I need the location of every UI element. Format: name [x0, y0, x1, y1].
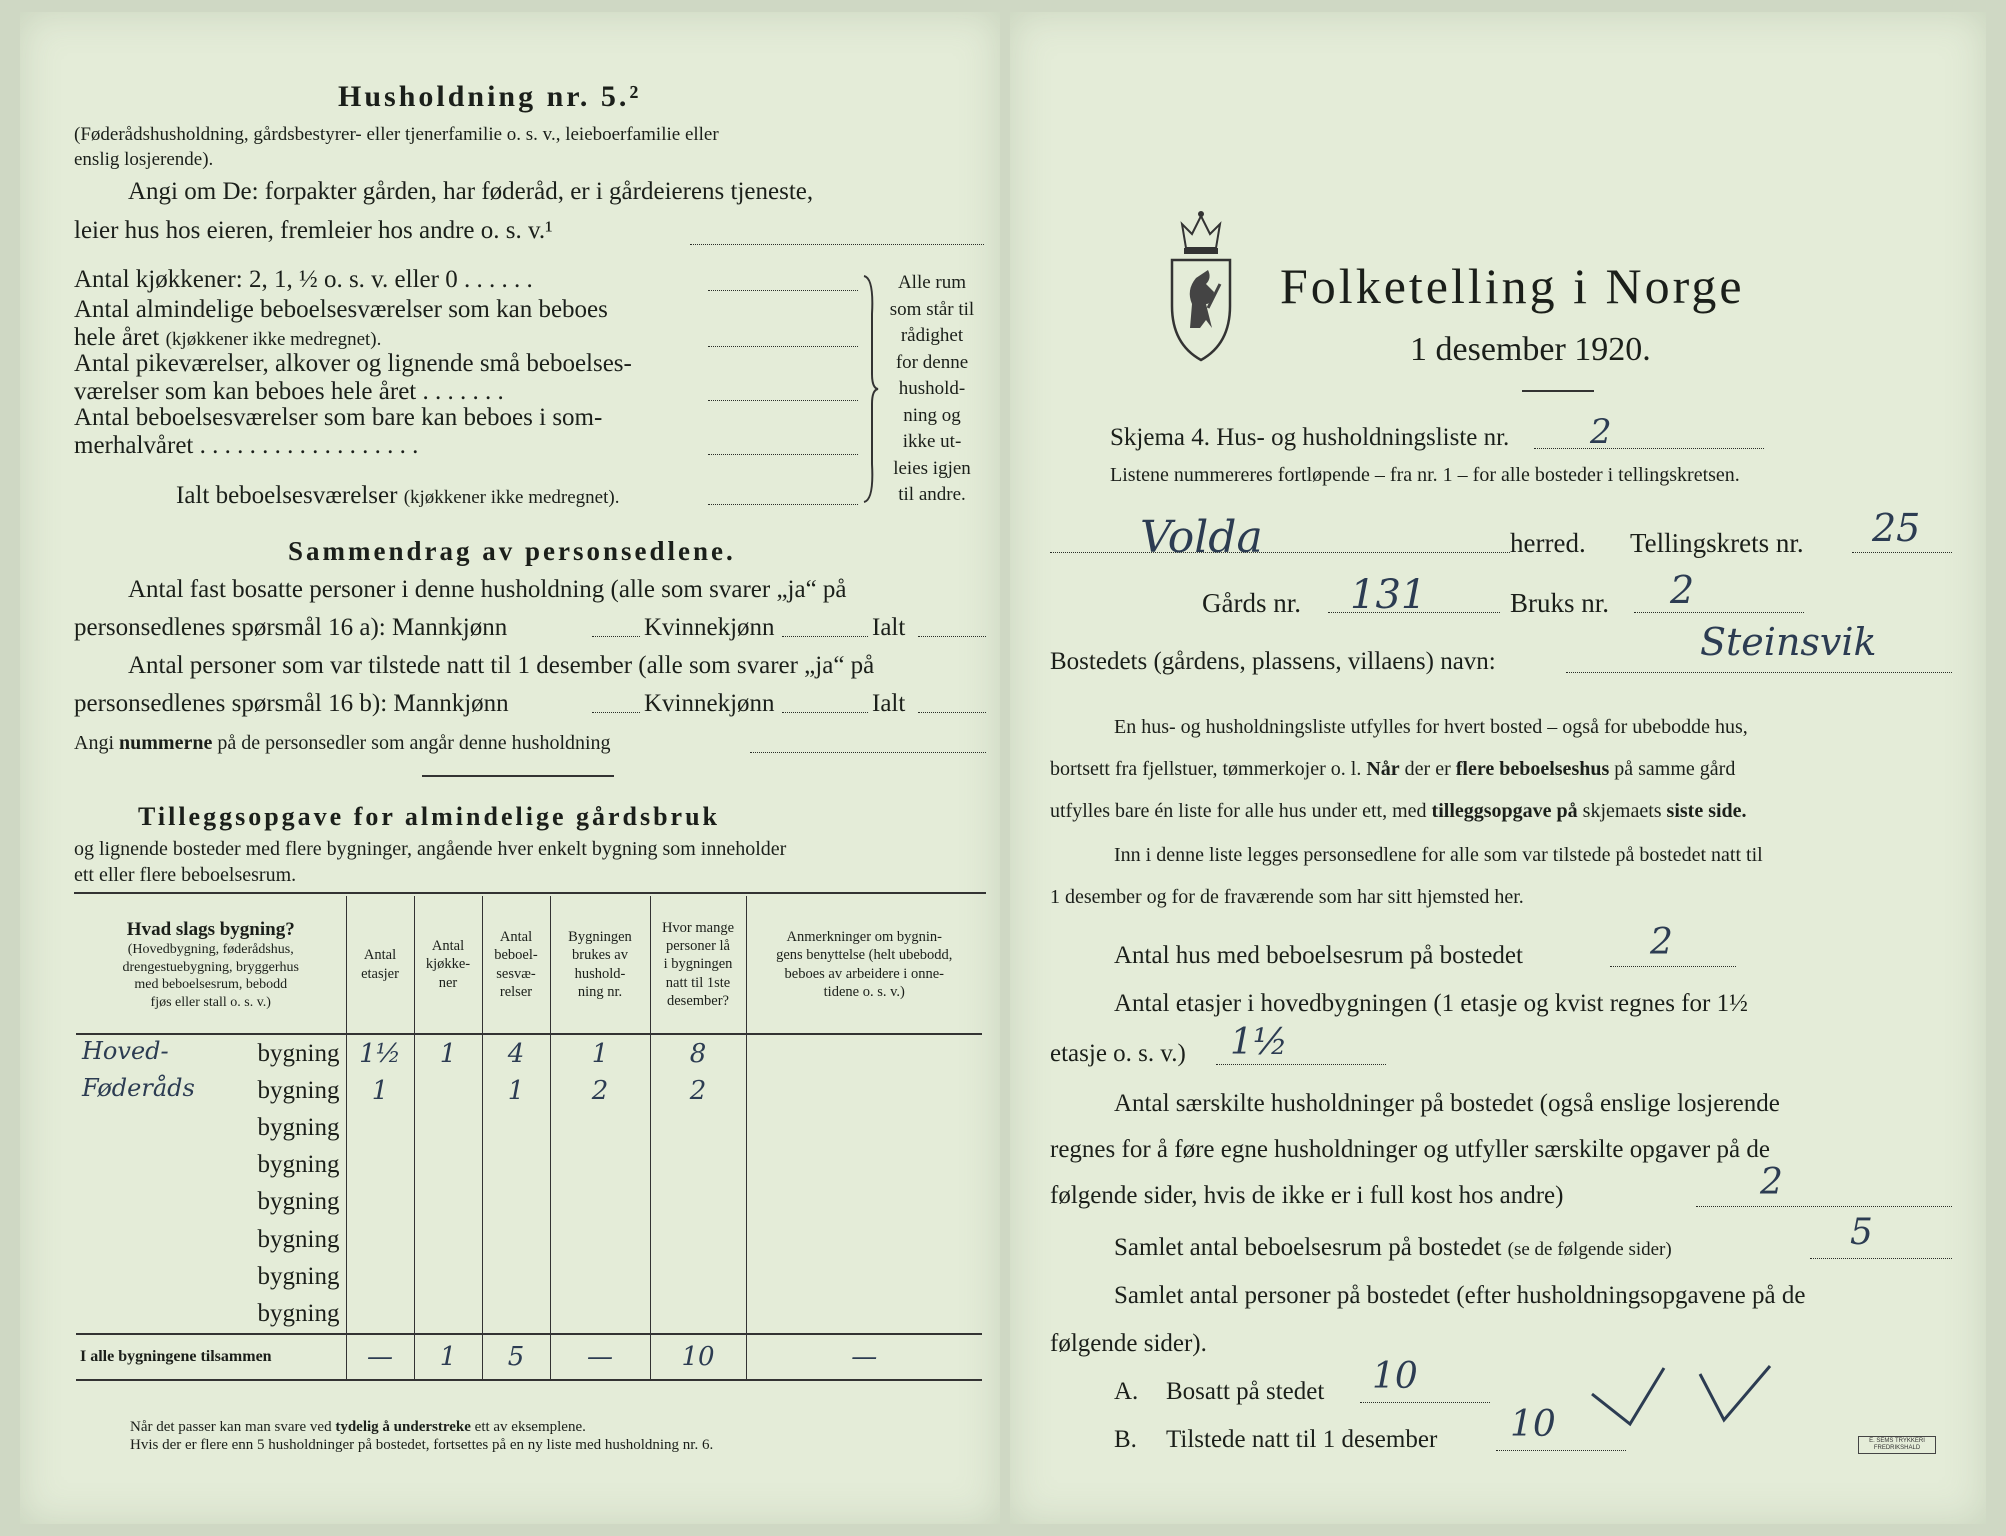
cell-hush [550, 1184, 650, 1221]
cell-kjokken [414, 1072, 482, 1109]
herred-line [1050, 552, 1510, 553]
persons-label-2: følgende sider). [1050, 1330, 1207, 1357]
brace-icon [860, 274, 880, 504]
floors-label-1: Antal etasjer i hovedbygningen (1 etasje og kvist regnes for 1½ [1114, 990, 1748, 1017]
summer-rooms-line [708, 454, 858, 455]
cell-anm [746, 1034, 982, 1072]
header-building-type: Hvad slags bygning? (Hovedbygning, føderådshus, drengestuebygning, bryggerhus med beboelsesrum, bebodd fjøs eller stall o. s. v.) [76, 896, 346, 1034]
table-row [76, 1072, 982, 1109]
brace-note-line: Alle rum [897, 272, 967, 293]
male-a-line [592, 636, 640, 637]
summary-a-line-2: personsedlenes spørsmål 16 a): Mannkjønn [74, 614, 508, 641]
brace-note-line: ikke ut- [902, 431, 962, 452]
brace-note-line: for denne [895, 351, 969, 373]
total-b-line [918, 712, 986, 713]
cell-hush [550, 1147, 650, 1184]
cell-hush: 2 [550, 1072, 650, 1109]
building-name: Føderåds [82, 1074, 195, 1103]
building-cell [76, 1034, 346, 1072]
table-row [76, 1221, 982, 1258]
bosted-label: Bostedets (gårdens, plassens, villaens) navn: [1050, 648, 1496, 675]
total-kjokken: 1 [414, 1334, 482, 1380]
header-remarks: Anmerkninger om bygnin- gens benyttelse (helt ubebodd, beboes av arbeidere i onne- tidene o. s. v.) [746, 896, 982, 1034]
maids-rooms-label-2: værelser som kan beboes hele året . . . . . . . [74, 378, 504, 405]
footnote-1: Når det passer kan man svare ved tydelig å understreke ett av eksemplene. [130, 1419, 586, 1435]
krets-label: Tellingskrets nr. [1630, 528, 1804, 558]
resident-value: 10 [1372, 1356, 1418, 1397]
numbers-line [750, 752, 986, 753]
floors-value: 1½ [1230, 1022, 1288, 1063]
present-value: 10 [1510, 1404, 1556, 1445]
footnote-2: Hvis der er flere enn 5 husholdninger på bostedet, fortsettes på en ny liste med husholdning nr. 6. [130, 1437, 714, 1453]
summer-rooms-label-2: merhalvåret . . . . . . . . . . . . . . . . . . [74, 432, 419, 459]
houses-label: Antal hus med beboelsesrum på bostedet [1114, 942, 1523, 969]
households-value: 2 [1760, 1162, 1783, 1203]
houses-line [1610, 966, 1736, 967]
building-label: bygning [257, 1225, 340, 1253]
houses-value: 2 [1650, 922, 1673, 963]
brace-note-line: hushold- [898, 378, 966, 399]
persons-label-1: Samlet antal personer på bostedet (efter husholdningsopgavene på de [1114, 1282, 1806, 1309]
numbering-note: Listene nummereres fortløpende – fra nr. 1 – for alle bosteder i tellingskretsen. [1110, 464, 1740, 486]
brace-note-line: rådighet [900, 325, 964, 346]
cell-kjokken [414, 1109, 482, 1146]
total-label: I alle bygningene tilsammen [76, 1334, 346, 1380]
bruks-line [1634, 612, 1804, 613]
total-hush: — [550, 1334, 650, 1380]
household-subtitle-1: (Føderådshusholdning, gårdsbestyrer- eller tjenerfamilie o. s. v., leieboerfamilie eller [74, 124, 719, 145]
total-row [76, 1334, 982, 1380]
total-b-label: Ialt [872, 690, 906, 717]
households-label-3: følgende sider, hvis de ikke er i full kost hos andre) [1050, 1182, 1564, 1209]
intro-2: bortsett fra fjellstuer, tømmerkojer o. l. Når der er flere beboelseshus på samme gård [1050, 758, 1736, 780]
summer-rooms-label-1: Antal beboelsesværelser som bare kan beboes i som- [74, 404, 603, 431]
brace-note [882, 270, 982, 509]
tenure-question-1: Angi om De: forpakter gården, har føderåd, er i gårdeierens tjeneste, [128, 178, 814, 205]
farm-desc-1: og lignende bosteder med flere bygninger, angående hver enkelt bygning som inneholder [74, 838, 787, 860]
cell-rum [482, 1109, 550, 1146]
header-floors: Antal etasjer [346, 896, 414, 1034]
cell-anm [746, 1147, 982, 1184]
resident-line [1360, 1402, 1490, 1403]
building-label: bygning [257, 1262, 340, 1290]
cell-etasjer [346, 1221, 414, 1258]
numbers-label: Angi nummerne på de personsedler som angår denne husholdning [74, 732, 611, 754]
households-label-2: regnes for å føre egne husholdninger og utfyller særskilte opgaver på de [1050, 1136, 1770, 1163]
cell-kjokken [414, 1147, 482, 1184]
cell-anm [746, 1072, 982, 1109]
total-a-label: Ialt [872, 614, 906, 641]
cell-kjokken [414, 1184, 482, 1221]
table-row [76, 1184, 982, 1221]
building-cell [76, 1295, 346, 1333]
schema-label: Skjema 4. Hus- og husholdningsliste nr. [1110, 424, 1510, 451]
table-row [76, 1034, 982, 1072]
divider [422, 775, 614, 777]
herred-value: Volda [1140, 512, 1263, 563]
census-title: Folketelling i Norge [1280, 258, 1745, 314]
intro-5: 1 desember og for de fraværende som har sitt hjemsted her. [1050, 886, 1524, 908]
cell-anm [746, 1109, 982, 1146]
cell-kjokken [414, 1258, 482, 1295]
floors-line [1216, 1064, 1386, 1065]
present-line [1496, 1450, 1626, 1451]
households-label-1: Antal særskilte husholdninger på bostedet (også enslige losjerende [1114, 1090, 1780, 1117]
title-divider [1522, 390, 1594, 392]
ordinary-rooms-label-2: hele året (kjøkkener ikke medregnet). [74, 324, 382, 351]
households-line [1696, 1206, 1952, 1207]
cell-pers [650, 1221, 746, 1258]
rooms-total-line [708, 504, 858, 505]
cell-anm [746, 1221, 982, 1258]
building-cell [76, 1072, 346, 1109]
female-b-line [782, 712, 868, 713]
present-label: Tilstede natt til 1 desember [1166, 1426, 1438, 1453]
cell-rum [482, 1147, 550, 1184]
building-label: bygning [257, 1113, 340, 1141]
cell-rum [482, 1184, 550, 1221]
buildings-table [76, 896, 982, 1381]
cell-pers [650, 1258, 746, 1295]
table-row [76, 1258, 982, 1295]
total-a-line [918, 636, 986, 637]
building-cell [76, 1184, 346, 1221]
summary-b-line-1: Antal personer som var tilstede natt til 1 desember (alle som svarer „ja“ på [128, 652, 875, 679]
tenure-question-2: leier hus hos eieren, fremleier hos andre o. s. v.¹ [74, 217, 553, 244]
intro-3: utfylles bare én liste for alle hus under ett, med tilleggsopgave på skjemaets siste side. [1050, 800, 1747, 822]
building-cell [76, 1109, 346, 1146]
cell-kjokken: 1 [414, 1034, 482, 1072]
building-cell [76, 1147, 346, 1184]
intro-4: Inn i denne liste legges personsedlene for alle som var tilstede på bostedet natt til [1114, 844, 1763, 866]
farm-desc-2: ett eller flere beboelsesrum. [74, 864, 297, 886]
rooms-total-value-right: 5 [1850, 1212, 1873, 1253]
cell-hush [550, 1295, 650, 1333]
brace-note-line: som står til [889, 298, 975, 320]
resident-letter: A. [1114, 1378, 1139, 1405]
cell-hush [550, 1258, 650, 1295]
herred-label: herred. [1510, 528, 1586, 558]
kitchens-label: Antal kjøkkener: 2, 1, ½ o. s. v. eller 0 . . . . . . [74, 266, 533, 293]
cell-hush [550, 1109, 650, 1146]
cell-pers [650, 1184, 746, 1221]
coat-of-arms-icon [1168, 208, 1234, 364]
cell-pers [650, 1147, 746, 1184]
summary-heading: Sammendrag av personsedlene. [288, 536, 736, 566]
building-label: bygning [257, 1039, 340, 1067]
printer-stamp [1858, 1436, 1936, 1454]
present-letter: B. [1114, 1426, 1137, 1453]
cell-rum [482, 1258, 550, 1295]
summary-b-line-2: personsedlenes spørsmål 16 b): Mannkjønn [74, 690, 509, 717]
household-title: Husholdning nr. 5.² [338, 80, 642, 113]
cell-anm [746, 1184, 982, 1221]
table-row [76, 1295, 982, 1333]
bosted-value: Steinsvik [1700, 620, 1877, 664]
male-b-line [592, 712, 640, 713]
cell-etasjer [346, 1258, 414, 1295]
building-label: bygning [257, 1076, 340, 1104]
gards-label: Gårds nr. [1202, 588, 1301, 618]
cell-pers: 8 [650, 1034, 746, 1072]
ordinary-rooms-label-1: Antal almindelige beboelsesværelser som kan beboes [74, 296, 608, 323]
brace-note-line: ning og [903, 404, 961, 426]
krets-value: 25 [1872, 506, 1921, 550]
total-pers: 10 [650, 1334, 746, 1380]
cell-kjokken [414, 1221, 482, 1258]
bosted-line [1566, 672, 1952, 673]
left-page [20, 12, 1000, 1524]
cell-etasjer: 1 [346, 1072, 414, 1109]
cell-kjokken [414, 1295, 482, 1333]
floors-label-2: etasje o. s. v.) [1050, 1040, 1186, 1067]
cell-rum: 4 [482, 1034, 550, 1072]
right-page [1010, 12, 1986, 1524]
cell-anm [746, 1258, 982, 1295]
cell-etasjer [346, 1109, 414, 1146]
cell-rum [482, 1221, 550, 1258]
maids-rooms-line [708, 400, 858, 401]
total-etasjer: — [346, 1334, 414, 1380]
female-b-label: Kvinnekjønn [644, 690, 775, 717]
cell-etasjer [346, 1184, 414, 1221]
building-label: bygning [257, 1188, 340, 1216]
header-kitchens: Antal kjøkke- ner [414, 896, 482, 1034]
female-a-line [782, 636, 868, 637]
cell-etasjer: 1½ [346, 1034, 414, 1072]
cell-pers: 2 [650, 1072, 746, 1109]
cell-hush: 1 [550, 1034, 650, 1072]
cell-anm [746, 1295, 982, 1333]
cell-etasjer [346, 1147, 414, 1184]
rooms-total-label-right: Samlet antal beboelsesrum på bostedet (se de følgende sider) [1114, 1234, 1672, 1261]
tenure-answer-line [690, 244, 984, 245]
bruks-value: 2 [1670, 568, 1695, 612]
gards-value: 131 [1350, 572, 1427, 618]
cell-hush [550, 1221, 650, 1258]
stamp-line-1: E. SEMS TRYKKERI [1869, 1438, 1925, 1444]
total-anm: — [746, 1334, 982, 1380]
kitchens-line [708, 290, 858, 291]
header-rooms: Antal beboel- sesvæ- relser [482, 896, 550, 1034]
brace-note-line: leies igjen [893, 457, 971, 479]
schema-value: 2 [1590, 412, 1612, 452]
brace-note-line: til andre. [898, 484, 966, 505]
summary-a-line-1: Antal fast bosatte personer i denne husholdning (alle som svarer „ja“ på [128, 576, 847, 603]
header-household: Bygningen brukes av hushold- ning nr. [550, 896, 650, 1034]
farm-heading: Tilleggsopgave for almindelige gårdsbruk [138, 802, 721, 831]
schema-line [1534, 448, 1764, 449]
rooms-total-line-right [1810, 1258, 1952, 1259]
krets-line [1852, 552, 1952, 553]
header-persons: Hvor mange personer lå i bygningen natt til 1ste desember? [650, 896, 746, 1034]
table-row [76, 1109, 982, 1146]
stamp-line-2: FREDRIKSHALD [1873, 1445, 1921, 1452]
cell-pers [650, 1295, 746, 1333]
cell-rum [482, 1295, 550, 1333]
building-cell [76, 1221, 346, 1258]
cell-pers [650, 1109, 746, 1146]
total-rum: 5 [482, 1334, 550, 1380]
building-label: bygning [257, 1151, 340, 1179]
bruks-label: Bruks nr. [1510, 588, 1610, 618]
ordinary-rooms-line [708, 346, 858, 347]
table-row [76, 1147, 982, 1184]
building-name: Hoved- [82, 1037, 169, 1065]
resident-label: Bosatt på stedet [1166, 1378, 1325, 1405]
table-top-rule [74, 892, 986, 894]
intro-1: En hus- og husholdningsliste utfylles for hvert bosted – også for ubebodde hus, [1114, 716, 1748, 738]
building-label: bygning [257, 1299, 340, 1327]
household-subtitle-2: enslig losjerende). [74, 149, 214, 170]
cell-rum: 1 [482, 1072, 550, 1109]
check-mark-icon [1584, 1364, 1774, 1430]
census-date: 1 desember 1920. [1410, 331, 1651, 368]
building-cell [76, 1258, 346, 1295]
rooms-total-label: Ialt beboelsesværelser (kjøkkener ikke medregnet). [176, 482, 620, 509]
cell-etasjer [346, 1295, 414, 1333]
female-a-label: Kvinnekjønn [644, 614, 775, 641]
maids-rooms-label-1: Antal pikeværelser, alkover og lignende små beboelses- [74, 350, 632, 377]
